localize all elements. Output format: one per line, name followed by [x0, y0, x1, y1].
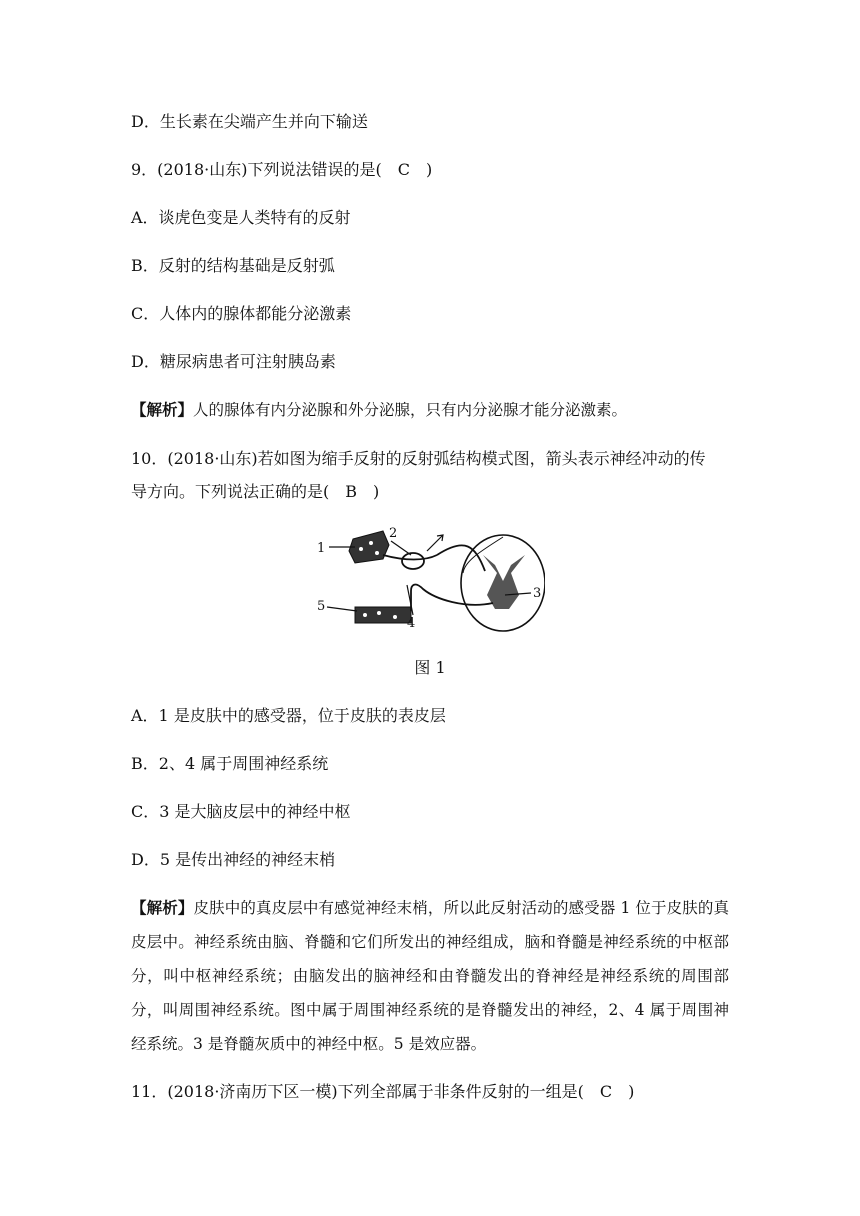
label-2: 2: [389, 526, 398, 541]
label-4: 4: [407, 616, 416, 631]
analysis-text: 人的腺体有内分泌腺和外分泌腺，只有内分泌腺才能分泌激素。: [193, 401, 628, 419]
q9-analysis: [131, 399, 627, 421]
q10-option-b: B．2、4 属于周围神经系统: [131, 754, 329, 773]
label-1: 1: [317, 541, 326, 556]
q10-option-a: A．1 是皮肤中的感受器，位于皮肤的表皮层: [131, 706, 446, 725]
analysis-tag: 【解析】: [131, 400, 194, 419]
grey-matter: [483, 555, 525, 609]
q9-option-d: D．糖尿病患者可注射胰岛素: [131, 352, 336, 371]
q10-option-c: C．3 是大脑皮层中的神经中枢: [131, 802, 351, 821]
efferent-nerve-4: [411, 585, 493, 611]
direction-arrow: [427, 535, 443, 551]
analysis-tag: 【解析】: [131, 898, 194, 917]
q8-option-d: D．生长素在尖端产生并向下输送: [131, 112, 368, 131]
q9-option-b: B．反射的结构基础是反射弧: [131, 256, 335, 275]
q10-option-d: D．5 是传出神经的神经末梢: [131, 850, 336, 869]
q9-stem: 9．(2018·山东)下列说法错误的是( C ): [131, 160, 433, 179]
q10-stem-line2: 导方向。下列说法正确的是( B ): [131, 482, 380, 501]
analysis-text: 皮肤中的真皮层中有感觉神经末梢，所以此反射活动的感受器 1 位于皮肤的真皮层中。神经系统由脑、脊髓和它们所发出的神经组成，脑和脊髓是神经系统的中枢部分，叫中枢神经系统；由脑发出的脑神经和由脊髓发出的脊神经是神经系统的周围部分，叫周围神经系统。图中属于周围神经系统的是脊髓发出的神经，2、4 属于周围神经系统。3 是脊髓灰质中的神经中枢。5 是效应器。: [131, 899, 729, 1053]
label-3: 3: [533, 586, 542, 601]
figure-caption: 图 1: [414, 658, 446, 677]
afferent-into-cord: [437, 545, 485, 571]
afferent-nerve-2: [383, 555, 437, 560]
label-5: 5: [317, 599, 326, 614]
reflex-arc-figure: [315, 525, 545, 637]
q10-stem-line1: 10．(2018·山东)若如图为缩手反射的反射弧结构模式图，箭头表示神经冲动的传: [131, 449, 706, 468]
ganglion: [402, 553, 424, 569]
q9-option-a: A．谈虎色变是人类特有的反射: [131, 208, 351, 227]
q9-option-c: C．人体内的腺体都能分泌激素: [131, 304, 352, 323]
q11-stem: 11．(2018·济南历下区一模)下列全部属于非条件反射的一组是( C ): [131, 1082, 635, 1101]
q10-analysis: [131, 891, 729, 1061]
